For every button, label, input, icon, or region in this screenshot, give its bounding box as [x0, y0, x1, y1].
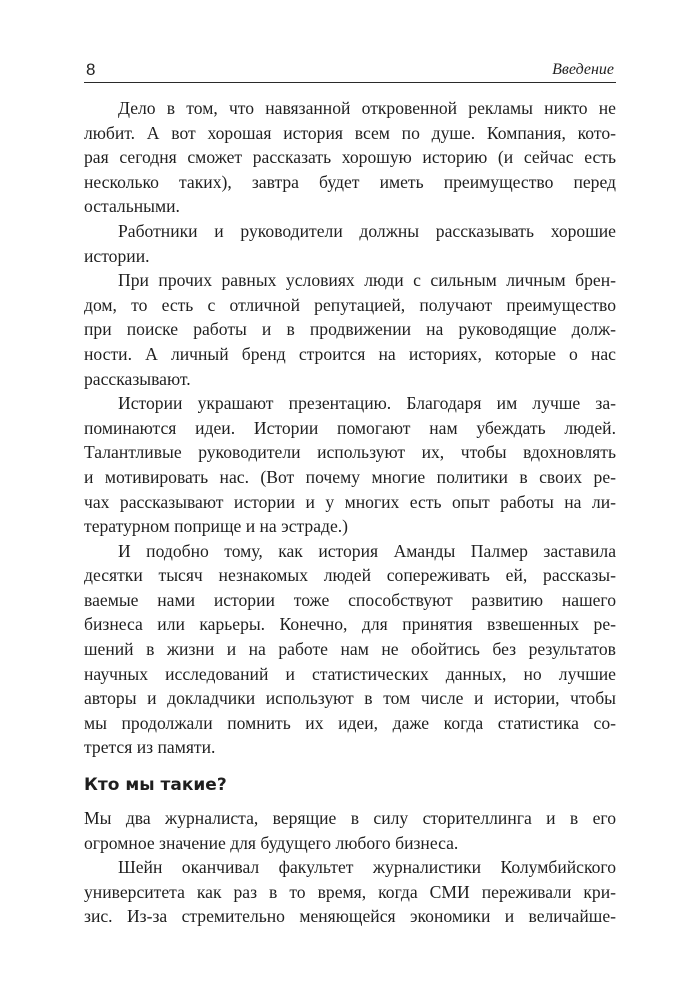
- paragraph: [84, 539, 616, 760]
- body-text-before-heading: [84, 96, 616, 760]
- page-number: 8: [86, 60, 96, 79]
- text-line: десятки тысяч незнакомых людей сопереживать ей, рассказы-: [84, 565, 616, 586]
- text-line: трется из памяти.: [84, 737, 216, 758]
- text-line: И подобно тому, как история Аманды Палмер заставила: [118, 540, 616, 561]
- paragraph: [84, 806, 616, 855]
- text-line: любит. А вот хорошая история всем по душе. Компания, кото-: [84, 122, 616, 143]
- text-line: рая сегодня сможет рассказать хорошую историю (и сейчас есть: [84, 147, 616, 168]
- text-line: дом, то есть с отличной репутацией, получают преимущество: [84, 294, 616, 315]
- text-line: авторы и докладчики используют в том числе и истории, чтобы: [84, 688, 616, 709]
- text-line: остальными.: [84, 196, 180, 217]
- text-line: чах рассказывают истории и у многих есть опыт работы на ли-: [84, 491, 616, 512]
- text-line: мы продолжали помнить их идеи, даже когда статистика со-: [84, 712, 616, 733]
- text-line: При прочих равных условиях люди с сильным личным брен-: [118, 270, 616, 291]
- running-header: [84, 58, 616, 83]
- text-line: огромное значение для будущего любого бизнеса.: [84, 832, 459, 853]
- text-line: зис. Из-за стремительно меняющейся экономики и величайше-: [84, 906, 616, 927]
- paragraph: [84, 391, 616, 539]
- paragraph: [84, 96, 616, 219]
- text-line: истории.: [84, 245, 150, 266]
- text-line: рассказывают.: [84, 368, 191, 389]
- text-line: Талантливые руководители используют их, чтобы вдохновлять: [84, 442, 616, 463]
- running-title: Введение: [552, 61, 614, 78]
- section-heading: Кто мы такие?: [84, 775, 227, 795]
- text-line: научных исследований и статистических данных, но лучшие: [84, 663, 616, 684]
- text-line: ваемые нами истории тоже способствуют развитию нашего: [84, 589, 616, 610]
- text-line: несколько таких), завтра будет иметь преимущество перед: [84, 171, 616, 192]
- text-line: шений в жизни и на работе нам не обойтись без результатов: [84, 639, 616, 660]
- text-line: и мотивировать нас. (Вот почему многие политики в своих ре-: [84, 466, 616, 487]
- text-line: Мы два журналиста, верящие в силу сторителлинга и в его: [84, 808, 616, 828]
- body-text-after-heading: [84, 806, 616, 929]
- paragraph: [84, 219, 616, 268]
- text-line: Дело в том, что навязанной откровенной рекламы никто не: [118, 98, 616, 118]
- text-line: Истории украшают презентацию. Благодаря им лучше за-: [118, 393, 616, 414]
- text-line: ности. А личный бренд строится на историях, которые о нас: [84, 343, 616, 364]
- text-line: университета как раз в то время, когда СМИ переживали кри-: [84, 881, 616, 902]
- text-line: Шейн оканчивал факультет журналистики Колумбийского: [118, 857, 616, 878]
- text-line: тературном поприще и на эстраде.): [84, 516, 349, 537]
- text-line: поминаются идеи. Истории помогают нам убеждать людей.: [84, 417, 616, 438]
- text-line: при поиске работы и в продвижении на руководящие долж-: [84, 319, 616, 340]
- text-line: Работники и руководители должны рассказывать хорошие: [118, 220, 616, 241]
- text-line: бизнеса или карьеры. Конечно, для принятия взвешенных ре-: [84, 614, 616, 635]
- paragraph: [84, 268, 616, 391]
- paragraph: [84, 855, 616, 929]
